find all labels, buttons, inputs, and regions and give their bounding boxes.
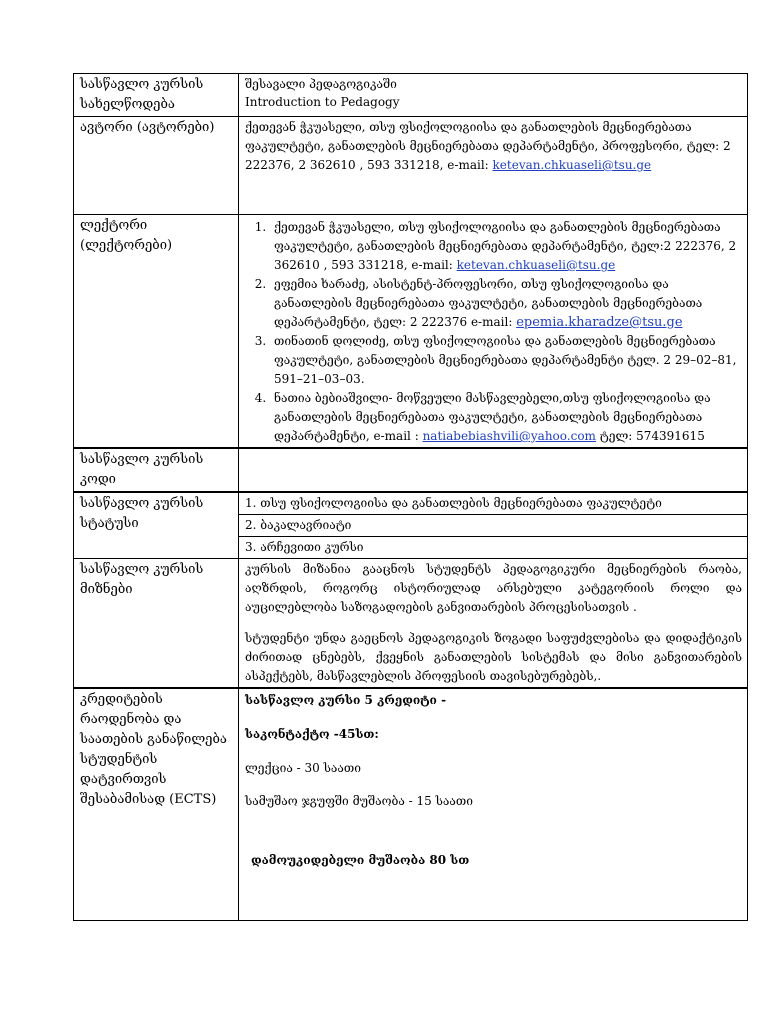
author-text: ქეთევან ჭკუასელი, თსუ ფსიქოლოგიისა და განათლების მეცნიერებათა ფაკულტეტი, განათლების მეცნიერებათა დეპარტამენტი, პროფესორი, ტელ: 2 222376, 2 362610 , 593 331218, e-mail: <box>245 120 731 172</box>
credits-lecture-hours: ლექცია - 30 საათი <box>245 761 361 775</box>
course-title-georgian: შესავალი პედაგოგიკაში <box>245 77 397 91</box>
course-status-label: სასწავლო კურსის სტატუსი <box>74 492 239 559</box>
lecturer-item <box>270 218 742 275</box>
lecturer-email-link[interactable]: natiabebiashvili@yahoo.com <box>422 429 596 443</box>
course-status-row <box>74 492 748 515</box>
course-title-english: Introduction to Pedagogy <box>245 95 400 109</box>
lecturers-value <box>239 215 748 449</box>
course-title-value <box>239 74 748 117</box>
syllabus-table <box>73 73 748 921</box>
lecturer-text: ქეთევან ჭკუასელი, თსუ ფსიქოლოგიისა და განათლების მეცნიერებათა ფაკულტეტი, განათლების მეცნიერებათა დეპარტამენტი, ტელ:2 222376, 2 362610 , 593 331218, e-mail: <box>274 220 737 272</box>
lecturers-list <box>245 218 742 446</box>
credits-independent-work: დამოუკიდებელი მუშაობა 80 სთ <box>251 853 470 867</box>
credits-contact-hours: საკონტაქტო -45სთ: <box>245 727 379 741</box>
lecturer-item <box>270 332 742 389</box>
lecturer-text: ნათია ბებიაშვილი- მოწვეული მასწავლებელი,თსუ ფსიქოლოგიისა და განათლების მეცნიერებათა ფაკულტეტი, განათლების მეცნიერებათა დეპარტამენტი, e-mail : <box>274 391 711 443</box>
course-status-item: 1. თსუ ფსიქოლოგიისა და განათლების მეცნიერებათა ფაკულტეტი <box>239 492 748 515</box>
lecturer-phone: ტელ: 574391615 <box>595 429 705 443</box>
course-code-label: სასწავლო კურსის კოდი <box>74 448 239 492</box>
lecturer-text: თინათინ დოლიძე, თსუ ფსიქოლოგიისა და განათლების მეცნიერებათა ფაკულტეტი, განათლების მეცნიერებათა დეპარტამენტი ტელ. 2 29–02–81, 591–21–03–03. <box>274 334 737 386</box>
author-row <box>74 117 748 215</box>
course-goals-paragraph: კურსის მიზანია გააცნოს სტუდენტს პედაგოგიკური მეცნიერების რაობა, აღზრდის, როგორც ისტორიულად არსებული კატეგორიის როლი და აუცილებლობა საზოგადოების განვითარების პროცესისათვის . <box>245 562 742 614</box>
author-email-link[interactable]: ketevan.chkuaseli@tsu.ge <box>492 158 652 172</box>
lecturer-email-link[interactable]: epemia.kharadze@tsu.ge <box>516 315 683 330</box>
course-title-row <box>74 74 748 117</box>
lecturer-item <box>270 389 742 446</box>
credits-value <box>239 688 748 921</box>
credits-group-work-hours: სამუშაო ჯგუფში მუშაობა - 15 საათი <box>245 794 473 808</box>
lecturer-item <box>270 275 742 332</box>
author-value <box>239 117 748 215</box>
course-goals-value <box>239 559 748 689</box>
course-goals-label: სასწავლო კურსის მიზნები <box>74 559 239 689</box>
course-goals-paragraph: სტუდენტი უნდა გაეცნოს პედაგოგიკის ზოგადი საფუძვლებისა და დიდაქტიკის ძირითად ცნებებს, ქვეყნის განათლების სისტემას და მისი განვითარების ასპექტებს, მასწავლებლის პროფესიის თავისებურებებს,. <box>245 631 742 683</box>
course-goals-row <box>74 559 748 689</box>
course-status-item: 2. ბაკალავრიატი <box>239 515 748 537</box>
credits-total: სასწავლო კურსი 5 კრედიტი - <box>245 693 447 707</box>
credits-label: კრედიტების რაოდენობა და საათების განაწილება სტუდენტის დატვირთვის შესაბამისად (ECTS) <box>74 688 239 921</box>
course-code-value <box>239 448 748 492</box>
lecturers-row <box>74 215 748 449</box>
lecturers-label: ლექტორი (ლექტორები) <box>74 215 239 449</box>
course-status-item: 3. არჩევითი კურსი <box>239 537 748 559</box>
course-code-row <box>74 448 748 492</box>
author-label: ავტორი (ავტორები) <box>74 117 239 215</box>
lecturer-text: ეფემია ხარაძე, ასისტენტ-პროფესორი, თსუ ფსიქოლოგიისა და განათლების მეცნიერებათა ფაკულტეტი, განათლების მეცნიერებათა დეპარტამენტი, ტელ: 2 222376 e-mail: <box>274 277 703 329</box>
lecturer-email-link[interactable]: ketevan.chkuaseli@tsu.ge <box>456 258 616 272</box>
credits-row <box>74 688 748 921</box>
course-title-label: სასწავლო კურსის სახელწოდება <box>74 74 239 117</box>
